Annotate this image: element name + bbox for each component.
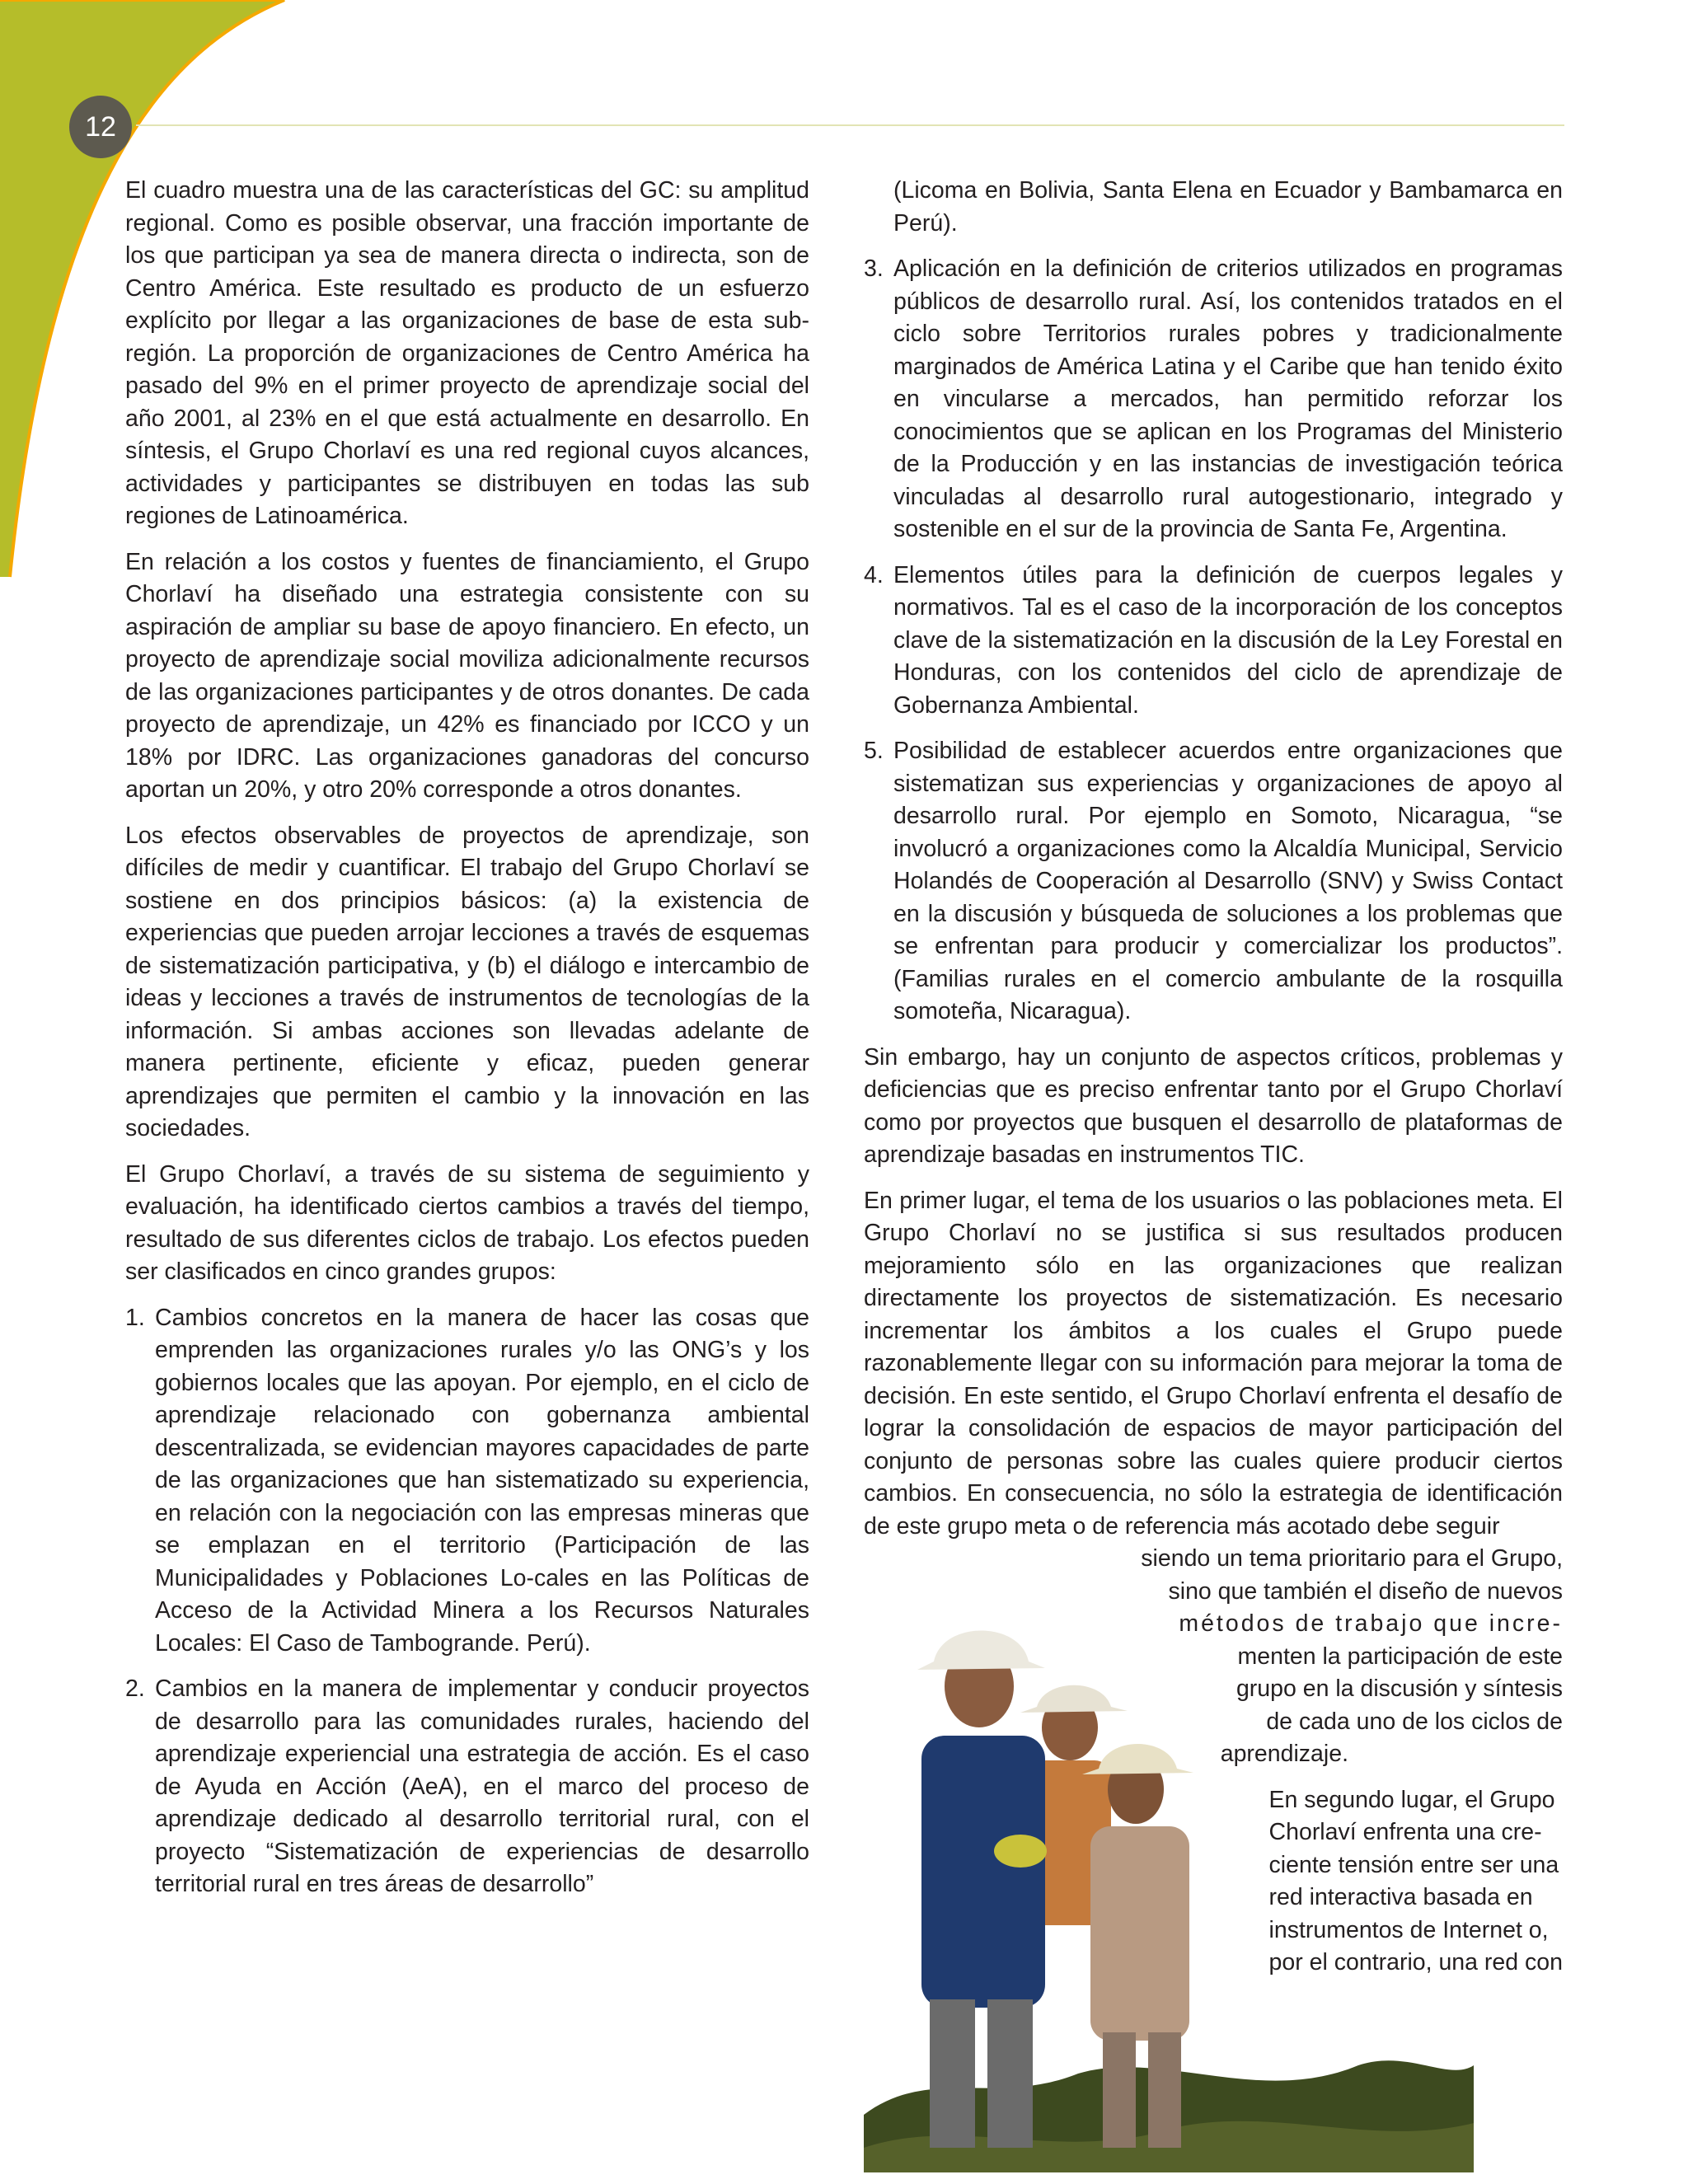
- list-number: 5.: [864, 738, 884, 764]
- list-item: [864, 253, 1563, 546]
- list-text: Elementos útiles para la definición de cuerpos legales y normativos. Tal es el caso de la incorporación de los conceptos clave de la sistematización en la discusión de la Ley Forestal en Honduras, con los contenidos del ciclo de aprendizaje de Gobernanza Ambiental.: [893, 561, 1563, 719]
- paragraph: Los efectos observables de proyectos de aprendizaje, son difíciles de medir y cuantificar. El trabajo del Grupo Chorlaví se sostiene en dos principios básicos: (a) la existencia de experiencias que pueden arrojar lecciones a través de esquemas de sistematización participativa, y (b) el diálogo e intercambio de ideas y lecciones a través de instrumentos de tecnologías de la información. Si ambas acciones son llevadas adelante de manera pertinente, eficiente y eficaz, pueden generar aprendizajes que permiten el cambio y la innovación en las sociedades.: [125, 822, 809, 1141]
- text-line: siendo un tema prioritario para el Grupo,: [1141, 1545, 1563, 1572]
- text-line: por el contrario, una red con: [1268, 1949, 1563, 1975]
- paragraph-wrap-2: [1269, 1784, 1563, 1980]
- text-line: Chorlaví enfrenta una cre-: [1268, 1819, 1542, 1845]
- list-item: [125, 1302, 809, 1661]
- paragraph-wrap-1: [907, 1543, 1563, 1771]
- text-line: de cada uno de los ciclos de: [1266, 1708, 1563, 1735]
- list-text: Aplicación en la definición de criterios utilizados en programas públicos de desarrollo rural. Así, los contenidos tratados en el ciclo sobre Territorios rurales pobres y tradicionalmente marginados de América Latina y el Caribe que han tenido éxito en vincularse a mercados, han permitido reforzar los conocimientos que se aplican en los Programas del Ministerio de la Producción y en las instancias de investigación teórica vinculadas al desarrollo rural autogestionario, integrado y sostenible en el sur de la provincia de Santa Fe, Argentina.: [893, 255, 1563, 542]
- list-item: [125, 1673, 809, 1901]
- page-number: 12: [69, 96, 132, 158]
- list-text: Cambios en la manera de implementar y conducir proyectos de desarrollo para las comunidades rurales, haciendo del aprendizaje experiencial una estrategia de acción. Es el caso de Ayuda en Acción (AeA), en el marco del proceso de aprendizaje dedicado al desarrollo territorial rural, con el proyecto “Sistematización de experiencias de desarrollo territorial rural en tres áreas de desarrollo”: [155, 1675, 809, 1897]
- list-number: 1.: [125, 1304, 145, 1331]
- text-line: grupo en la discusión y síntesis: [1236, 1675, 1563, 1702]
- wrapped-text-around-photo: [907, 1543, 1563, 1993]
- text-line: En segundo lugar, el Grupo: [1268, 1786, 1555, 1813]
- paragraph: El Grupo Chorlaví, a través de su sistema de seguimiento y evaluación, ha identificado ciertos cambios a través del tiempo, resultado de sus diferentes ciclos de trabajo. Los efectos pueden ser clasificados en cinco grandes grupos:: [125, 1160, 809, 1285]
- effects-list-left: [125, 1302, 809, 1901]
- text-line: aprendizaje.: [1220, 1741, 1348, 1767]
- list-item: [864, 560, 1563, 723]
- paragraph: En relación a los costos y fuentes de financiamiento, el Grupo Chorlaví ha diseñado una estrategia consistente con su aspiración de ampliar su base de apoyo financiero. En efecto, un proyecto de aprendizaje social moviliza adicionalmente recursos de las organizaciones participantes y de otros donantes. De cada proyecto de aprendizaje, un 42% es financiado por ICCO y un 18% por IDRC. Las organizaciones ganadoras del concurso aportan un 20%, y otro 20% corresponde a otros donantes.: [125, 548, 809, 803]
- list-number: 2.: [125, 1675, 145, 1702]
- text-line: ciente tensión entre ser una: [1268, 1851, 1559, 1878]
- paragraph: Sin embargo, hay un conjunto de aspectos críticos, problemas y deficiencias que es preciso enfrentar tanto por el Grupo Chorlaví como por proyectos que busquen el desarrollo de plataformas de aprendizaje basadas en instrumentos TIC.: [864, 1043, 1563, 1168]
- text-line: métodos de trabajo que incre-: [1179, 1610, 1563, 1637]
- text-line: sino que también el diseño de nuevos: [1168, 1577, 1563, 1605]
- left-column: [125, 175, 809, 1915]
- list-number: 4.: [864, 561, 884, 588]
- right-column: [864, 175, 1563, 1543]
- paragraph: El cuadro muestra una de las características del GC: su amplitud regional. Como es posible observar, una fracción importante de los que participan ya sea de manera directa o indirecta, son de Centro América. Este resultado es producto de un esfuerzo explícito por llegar a las organizaciones de base de esta sub-región. La proporción de organizaciones de Centro América ha pasado del 9% en el primer proyecto de aprendizaje social del año 2001, al 23% en el que está actualmente en desarrollo. En síntesis, el Grupo Chorlaví es una red regional cuyos alcances, actividades y participantes se distribuyen en todas las sub regiones de Latinoamérica.: [125, 177, 809, 529]
- paragraph-continuation: (Licoma en Bolivia, Santa Elena en Ecuador y Bambamarca en Perú).: [893, 177, 1563, 237]
- paragraph: En primer lugar, el tema de los usuarios o las poblaciones meta. El Grupo Chorlaví no se justifica si sus resultados producen mejoramiento sólo en las organizaciones que realizan directamente los proyectos de sistematización. Es necesario incrementar los ámbitos a los cuales el Grupo puede razonablemente llegar con su información para mejorar la toma de decisión. En este sentido, el Grupo Chorlaví enfrenta el desafío de lograr la consolidación de espacios de mayor participación del conjunto de personas sobre las cuales quiere producir ciertos cambios. En consecuencia, no sólo la estrategia de identificación de este grupo meta o de referencia más acotado debe seguir: [864, 1187, 1563, 1540]
- header-rule: [136, 124, 1564, 126]
- list-number: 3.: [864, 255, 884, 282]
- effects-list-right: [864, 253, 1563, 1029]
- text-line: menten la participación de este: [1237, 1643, 1563, 1670]
- list-text: Posibilidad de establecer acuerdos entre organizaciones que sistematizan sus experiencias y organizaciones de apoyo al desarrollo rural. Por ejemplo en Somoto, Nicaragua, “se involucró a organizaciones como la Alcaldía Municipal, Servicio Holandés de Cooperación al Desarrollo (SNV) y Swiss Contact en la discusión y búsqueda de soluciones a los problemas que se enfrentan para producir y comercializar los productos”. (Familias rurales en el comercio ambulante de la rosquilla somoteña, Nicaragua).: [893, 738, 1563, 1024]
- list-item: [864, 735, 1563, 1029]
- text-line: instrumentos de Internet o,: [1268, 1916, 1549, 1943]
- text-line: red interactiva basada en: [1268, 1884, 1533, 1910]
- list-text: Cambios concretos en la manera de hacer las cosas que emprenden las organizaciones rurales y/o las ONG’s y los gobiernos locales que las apoyan. Por ejemplo, en el ciclo de aprendizaje relacionado con gobernanza ambiental descentralizada, se evidencian mayores capacidades de parte de las organizaciones que han sistematizado su experiencia, en relación con la negociación con las empresas mineras que se emplazan en el territorio (Participación de las Municipalidades y Poblaciones Lo-cales en las Políticas de Acceso de la Actividad Minera a los Recursos Naturales Locales: El Caso de Tambogrande. Perú).: [155, 1304, 809, 1657]
